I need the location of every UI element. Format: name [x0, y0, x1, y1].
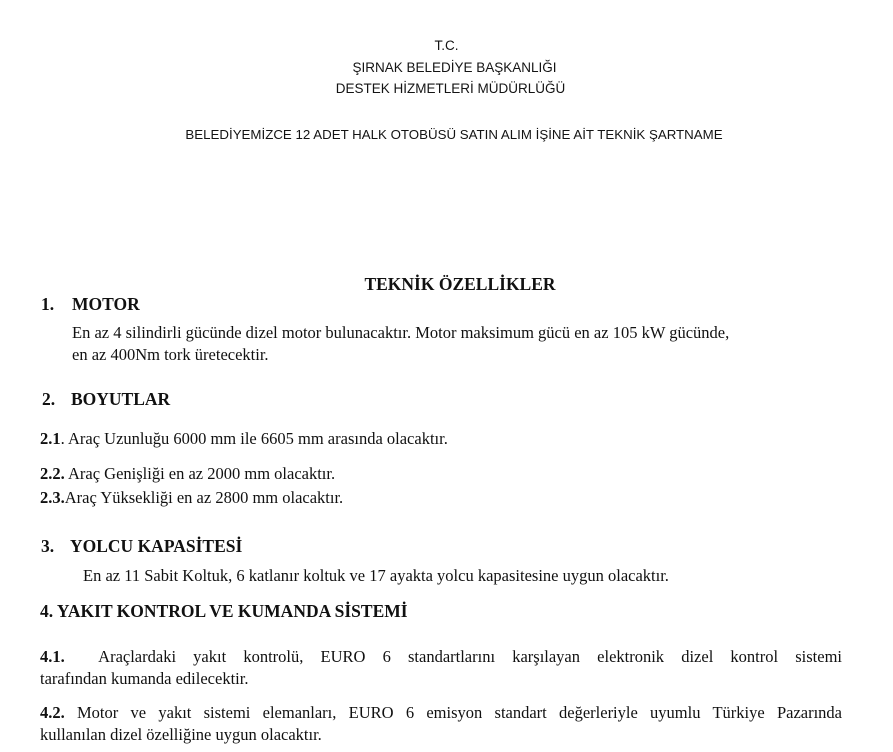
header-department: DESTEK HİZMETLERİ MÜDÜRLÜĞÜ	[335, 81, 566, 96]
yakit-item-4-2-line1	[40, 702, 842, 724]
yakit-item-4-1-number: 4.1.	[40, 647, 65, 666]
boyutlar-item-height	[40, 487, 343, 509]
boyutlar-item-height-number: 2.3.	[40, 488, 65, 507]
document-title: BELEDİYEMİZCE 12 ADET HALK OTOBÜSÜ SATIN ALIM İŞİNE AİT TEKNİK ŞARTNAME	[185, 127, 723, 142]
boyutlar-item-length-number: 2.1	[40, 429, 61, 448]
yakit-item-4-1-text: Araçlardaki yakıt kontrolü, EURO 6 standartlarını karşılayan elektronik dizel kontrol sistemi	[98, 647, 843, 666]
heading-boyutlar-number: 2.	[42, 389, 56, 409]
motor-text-line1: En az 4 silindirli gücünde dizel motor bulunacaktır. Motor maksimum gücü en az 105 kW gücünde,	[72, 323, 730, 342]
heading-yolcu	[41, 536, 242, 557]
yakit-item-4-2-line2: kullanılan dizel özelliğine uygun olacaktır.	[40, 725, 322, 744]
yakit-item-4-2-text: Motor ve yakıt sistemi elemanları, EURO 6 emisyon standart değerleriyle uyumlu Türkiye Pazarında	[77, 703, 842, 722]
boyutlar-item-length-text: Araç Uzunluğu 6000 mm ile 6605 mm arasında olacaktır.	[67, 429, 448, 448]
header-tc: T.C.	[434, 38, 459, 53]
boyutlar-item-width	[40, 463, 335, 485]
boyutlar-item-length: 2.1. Araç Uzunluğu 6000 mm ile 6605 mm arasında olacaktır.	[40, 429, 448, 448]
boyutlar-item-width-text: Araç Genişliği en az 2000 mm olacaktır.	[67, 464, 336, 483]
yakit-item-4-1-line2: tarafından kumanda edilecektir.	[40, 669, 249, 688]
boyutlar-item-height-text: Araç Yüksekliği en az 2800 mm olacaktır.	[64, 488, 344, 507]
heading-yakit: 4. YAKIT KONTROL VE KUMANDA SİSTEMİ	[40, 601, 408, 621]
header-municipality: ŞIRNAK BELEDİYE BAŞKANLIĞI	[352, 60, 557, 75]
heading-yolcu-title: YOLCU KAPASİTESİ	[70, 536, 243, 556]
motor-text-line2: en az 400Nm tork üretecektir.	[72, 345, 269, 364]
heading-yolcu-number: 3.	[41, 536, 55, 556]
heading-motor-title: MOTOR	[72, 294, 140, 314]
yakit-item-4-1-line1	[40, 646, 842, 668]
yolcu-text: En az 11 Sabit Koltuk, 6 katlanır koltuk ve 17 ayakta yolcu kapasitesine uygun olacaktır.	[83, 566, 669, 585]
yakit-item-4-2-number: 4.2.	[40, 703, 65, 722]
heading-boyutlar-title: BOYUTLAR	[71, 389, 171, 409]
boyutlar-item-width-number: 2.2.	[40, 464, 65, 483]
section-title: TEKNİK ÖZELLİKLER	[364, 274, 556, 294]
heading-motor-number: 1.	[41, 294, 55, 314]
heading-motor	[41, 294, 140, 315]
heading-boyutlar	[42, 389, 170, 410]
